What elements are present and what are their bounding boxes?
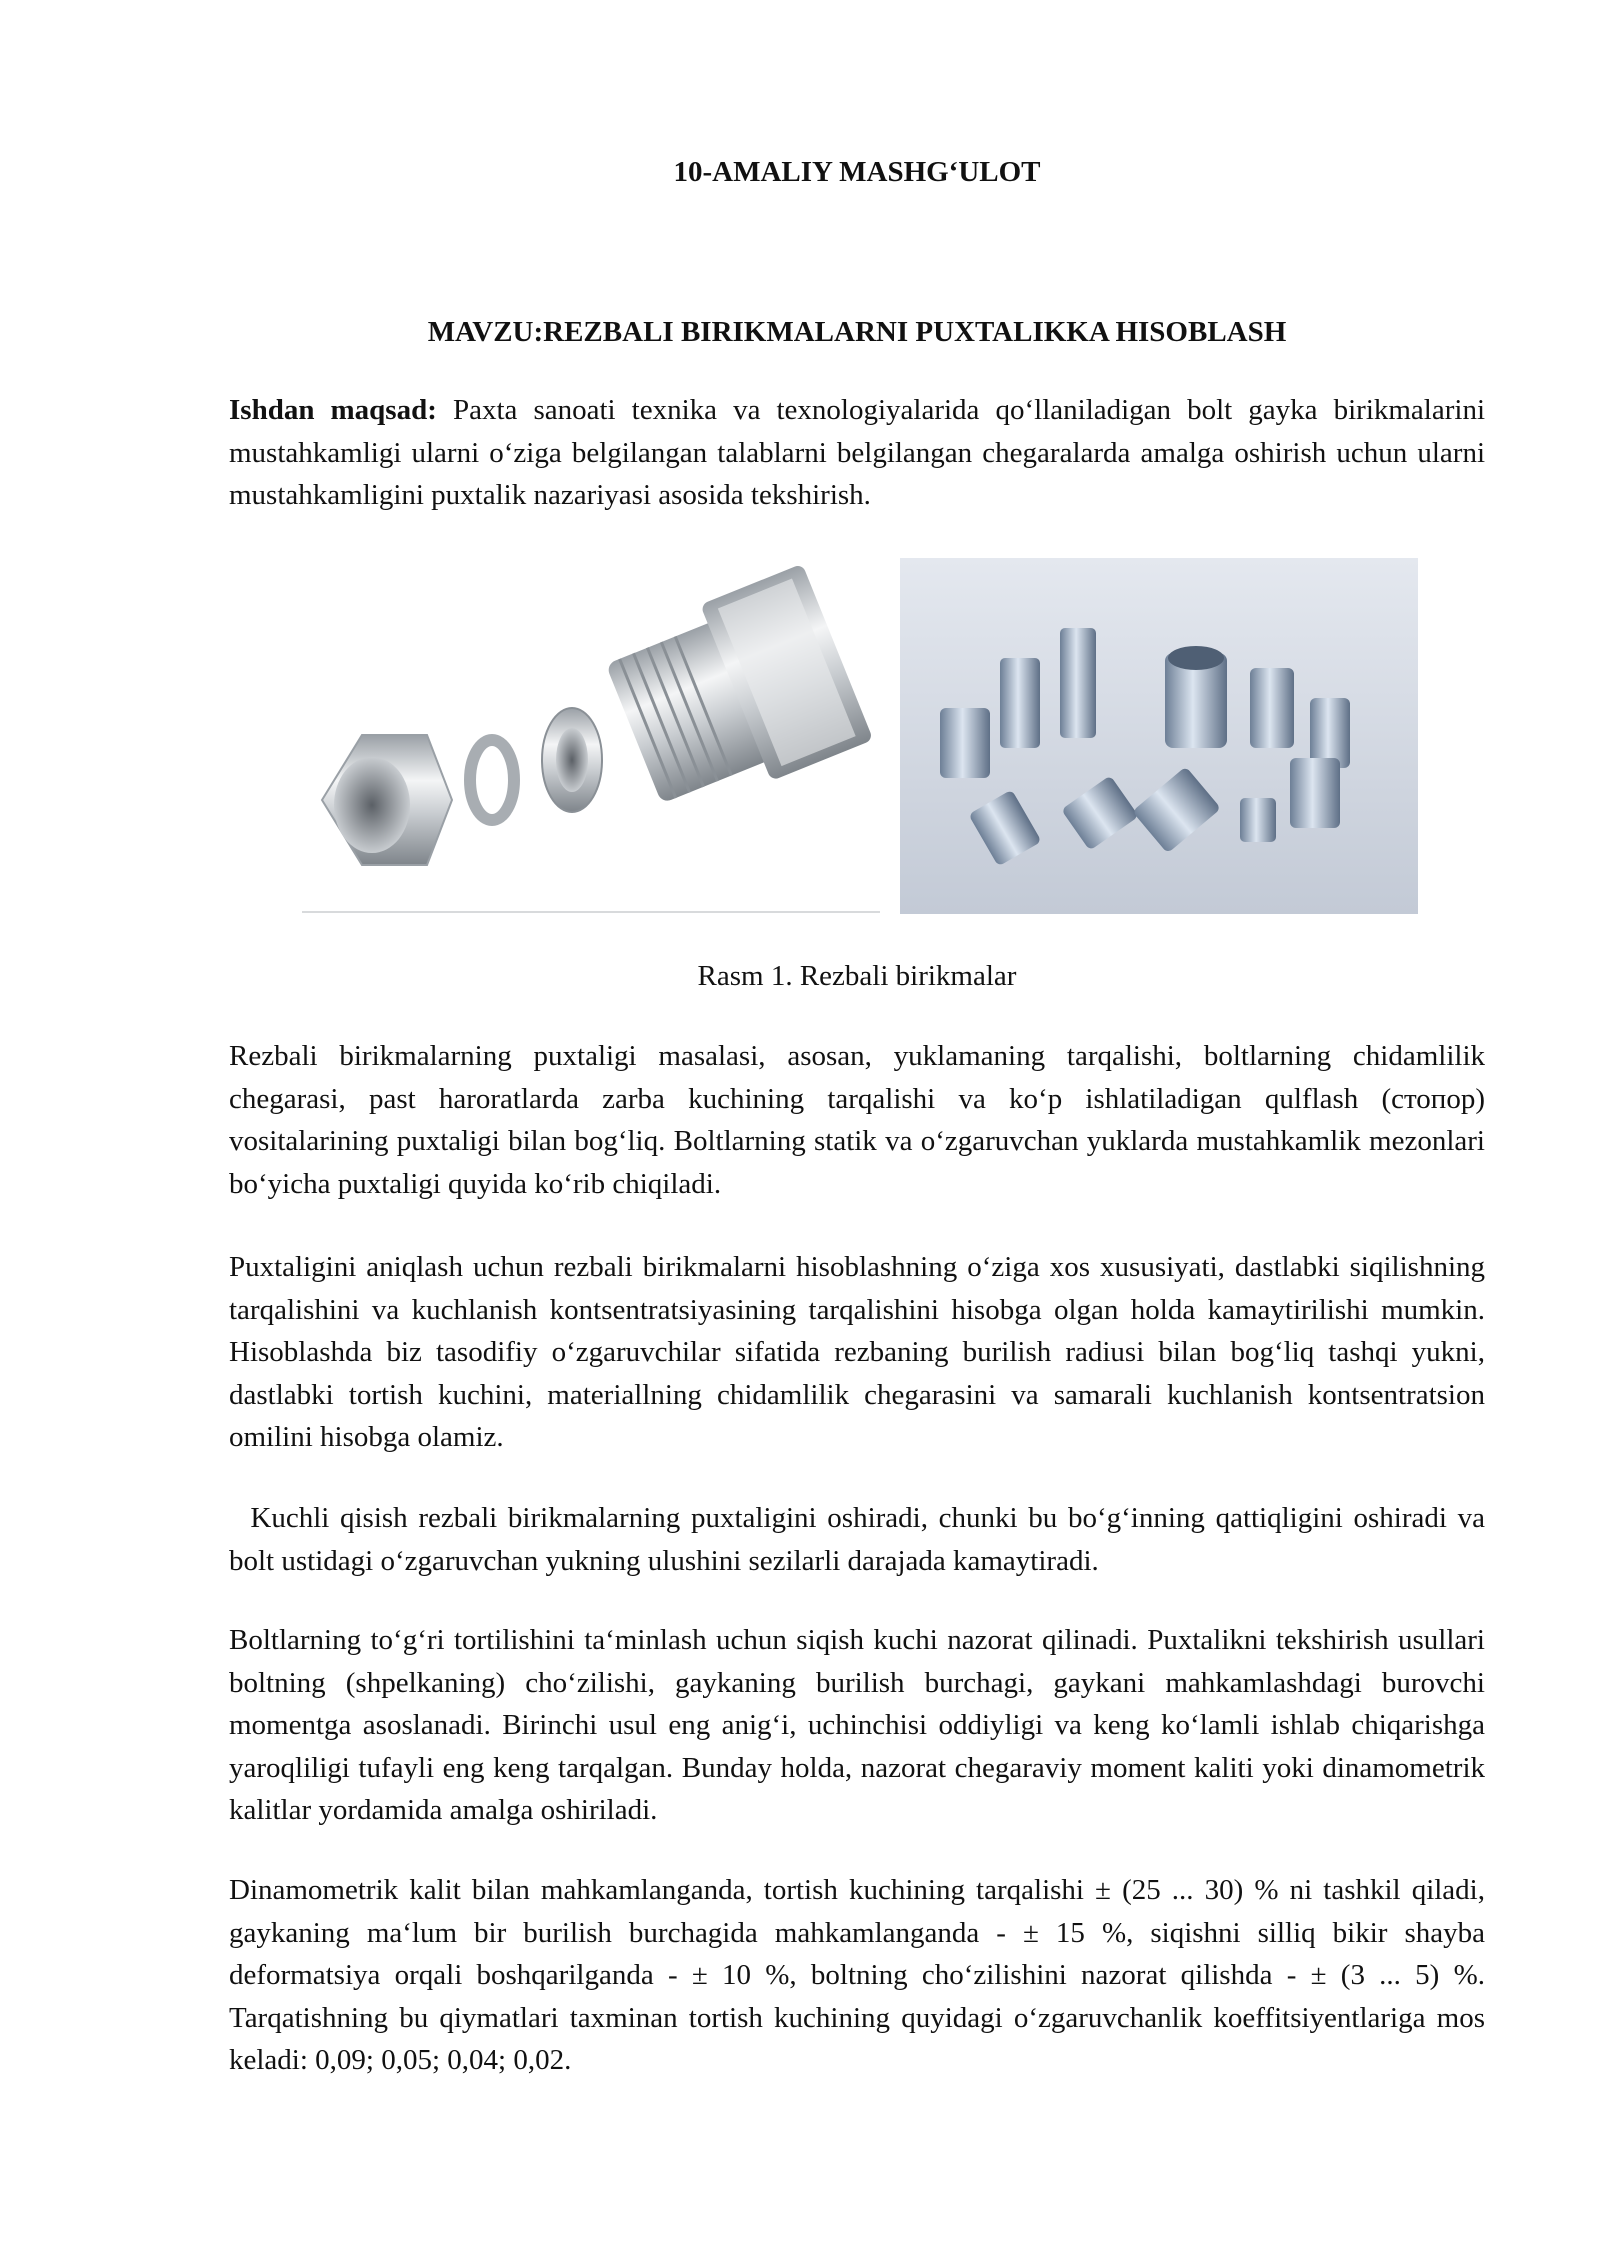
body-paragraph-5: Dinamometrik kalit bilan mahkamlanganda, tortish kuchining tarqalishi ± (25 ... 30) % ni tashkil qiladi, gaykaning ma‘lum bir burilish burchagida mahkamlanganda - ± 15 %, siqishni silliq bikir shayba deformatsiya orqali boshqarilganda - ± 10 %, boltning cho‘zilishini nazorat qilishda - ± (3 ... 5) %. Tarqatishning bu qiymatlari taxminan tortish kuchining quyidagi o‘zgaruvchanlik koeffitsiyentlariga mos keladi: 0,09; 0,05; 0,04; 0,02. [229, 1874, 1485, 2076]
body-paragraph-3: Kuchli qisish rezbali birikmalarning puxtaligini oshiradi, chunki bu bo‘g‘inning qattiqligini oshiradi va bolt ustidagi o‘zgaruvchan yukning ulushini sezilarli darajada kamaytiradi. [229, 1502, 1493, 1577]
aim-paragraph [229, 389, 1485, 517]
body-paragraph-1: Rezbali birikmalarning puxtaligi masalasi, asosan, yuklamaning tarqalishi, boltlarning chidamlilik chegarasi, past haroratlarda zarba kuchining tarqalishi va ko‘p ishlatiladigan qulflash (стопор) vositalarining puxtaligi bilan bog‘liq. Boltlarning statik va o‘zgaruvchan yuklarda mustahkamlik mezonlari bo‘yicha puxtaligi quyida ko‘rib chiqiladi. [229, 1040, 1485, 1200]
fittings-group-image [900, 558, 1418, 914]
body-paragraph-2: Puxtaligini aniqlash uchun rezbali birikmalarni hisoblashning o‘ziga xos xususiyati, dastlabki siqilishning tarqalishini va kuchlanish kontsentratsiyasining tarqalishini hisobga olgan holda kamaytirilishi mumkin. Hisoblashda biz tasodifiy o‘zgaruvchilar sifatida rezbaning burilish radiusi bilan bog‘liq tashqi yukni, dastlabki tortish kuchini, materiallning chidamlilik chegarasini va samarali kuchlanish kontsentratsion omilini hisobga olamiz. [229, 1251, 1485, 1453]
topic-heading: MAVZU:REZBALI BIRIKMALARNI PUXTALIKKA HISOBLASH [427, 316, 1287, 348]
figure-caption: Rasm 1. Rezbali birikmalar [697, 960, 1017, 992]
document-title: 10-AMALIY MASHG‘ULOT [673, 156, 1041, 188]
aim-label: Ishdan maqsad: [229, 394, 437, 426]
exploded-fitting-image [302, 560, 880, 916]
body-paragraph-4: Boltlarning to‘g‘ri tortilishini ta‘minlash uchun siqish kuchi nazorat qilinadi. Puxtalikni tekshirish usullari boltning (shpelkaning) cho‘zilishi, gaykaning burilish burchagi, gaykani mahkamlashdagi burovchi momentga asoslanadi. Birinchi usul eng anig‘i, uchinchisi oddiyligi va keng ko‘lamli ishlab chiqarishga yaroqliligi tufayli eng keng tarqalgan. Bunday holda, nazorat chegaraviy moment kaliti yoki dinamometrik kalitlar yordamida amalga oshiriladi. [229, 1624, 1485, 1826]
aim-text: Paxta sanoati texnika va texnologiyalarida qo‘llaniladigan bolt gayka birikmalarini mustahkamligi ularni o‘ziga belgilangan talablarni belgilangan chegaralarda amalga oshirish uchun ularni mustahkamligini puxtalik nazariyasi asosida tekshirish. [229, 394, 1485, 511]
